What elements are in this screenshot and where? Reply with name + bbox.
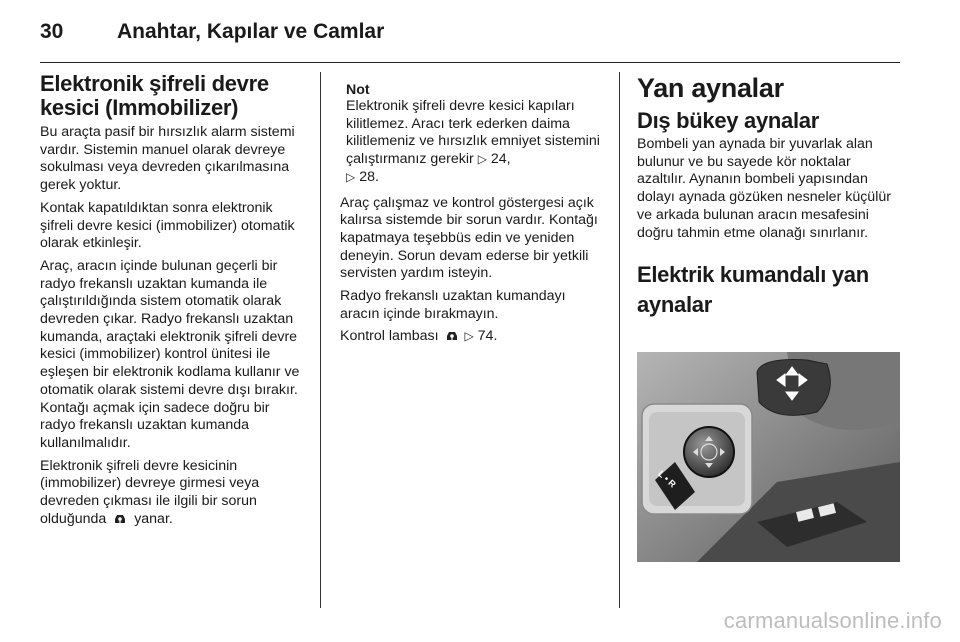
paragraph: Araç, aracın içinde bulunan geçerli bir radyo frekanslı uzaktan kumanda ile çalıştırıldığında sistem otomatik olarak devreden çıkar. Radyo frekanslı uzaktan kumanda, araçtaki elektronik şifreli devre kesici (immobilizer) kontrol ünitesi ile eşleşen bir elektronik kodlama kullanır ve otomatik olarak sistemi devre dışı bırakır. Kontağı açmak için sadece doğru bir radyo frekanslı uzaktan kumanda kullanılmalıdır.: [40, 257, 300, 451]
note-ref: 24,: [490, 151, 511, 168]
subheading-electric-mirrors: Elektrik kumandalı yan aynalar: [637, 262, 869, 318]
paragraph: Radyo frekanslı uzaktan kumandayı aracın içinde bırakmayın.: [340, 288, 566, 322]
column-immobilizer: [40, 72, 308, 535]
column-divider: [619, 72, 620, 608]
switch-label: L • R: [656, 468, 678, 490]
paragraph: Bombeli yan aynada bir yuvarlak alan bulunur ve bu sayede kör noktalar azaltılır. Aynanın bombeli yapısından dolayı aynada gözüken nesneler küçülür ve arkada bulunan aracın mesafesini doğru tahmin etme olanağı sınırlanır.: [637, 136, 891, 241]
note-body: [340, 98, 608, 187]
chapter-title: Anahtar, Kapılar ve Camlar: [117, 20, 385, 43]
paragraph: Araç çalışmaz ve kontrol göstergesi açık kalırsa sistemde bir sorun vardır. Kontağı kapatmaya teşebbüs edin ve yeniden deneyin. Sorun devam ederse bir yetkili servisten yardım isteyin.: [340, 194, 598, 282]
paragraph-text: Kontrol lambası: [340, 328, 439, 345]
watermark: carmanualsonline.info: [723, 608, 942, 633]
paragraph-text: yanar.: [134, 510, 173, 527]
triangle-ref-icon: ▷: [464, 329, 474, 344]
section-title-side-mirrors: Yan aynalar: [637, 73, 784, 103]
triangle-ref-icon: ▷: [346, 169, 356, 184]
column-note: [340, 72, 608, 353]
page-header: [40, 20, 384, 50]
paragraph: [40, 458, 308, 531]
column-divider: [320, 72, 321, 608]
subheading-convex-mirrors: Dış bükey aynalar: [637, 108, 819, 133]
page-ref: 74.: [477, 328, 498, 345]
mirror-control-photo: [637, 352, 900, 562]
paragraph-text: Elektronik şifreli devre kesicinin (immobilizer) devreye girmesi veya devreden çıkması ile ilgili bir sorun olduğunda: [40, 457, 260, 527]
paragraph: Kontak kapatıldıktan sonra elektronik şifreli devre kesici (immobilizer) otomatik olarak etkinleşir.: [40, 199, 295, 252]
header-rule: [40, 62, 900, 63]
note-text: Elektronik şifreli devre kesici kapıları kilitlemez. Aracı terk ederken daima kilitlemeniz ve hırsızlık emniyet sistemini çalıştırmanız gerekir: [346, 98, 600, 168]
note-ref: 28.: [359, 168, 379, 185]
paragraph: [340, 328, 608, 348]
immobilizer-lamp-icon: [113, 513, 127, 531]
triangle-ref-icon: ▷: [477, 152, 487, 167]
immobilizer-lamp-icon: [445, 330, 459, 348]
page-number: 30: [40, 20, 64, 43]
column-side-mirrors: [637, 72, 902, 324]
section-heading-immobilizer: Elektronik şifreli devre kesici (Immobilizer): [40, 71, 269, 120]
paragraph: Bu araçta pasif bir hırsızlık alarm sistemi vardır. Sistemin manuel olarak devreye sokulması veya devreden çıkarılmasına gerek yoktur.: [40, 124, 295, 194]
note-title: Not: [346, 82, 370, 98]
